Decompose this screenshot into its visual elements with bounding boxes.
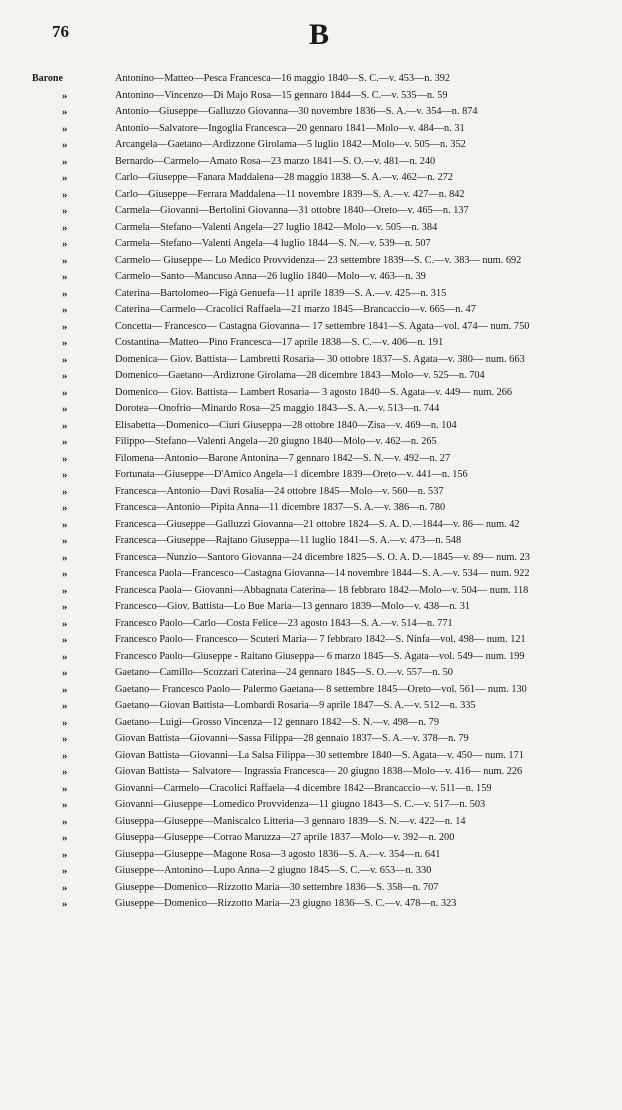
register-entry [0,302,622,319]
register-entry [0,599,622,616]
register-entry [0,484,622,501]
entry-text: Giovan Battista—Giovanni—La Salsa Filippa—30 settembre 1840—S. Agata—v. 450— num. 171 [115,749,524,761]
register-entry [0,649,622,666]
ditto-mark: » [62,551,68,564]
register-entry [0,748,622,765]
ditto-mark: » [62,172,68,184]
entry-text: Antonino—Matteo—Pesca Francesca—16 maggio 1840—S. C.—v. 453—n. 392 [115,73,451,84]
ditto-mark: » [62,485,68,498]
entry-text: Giovanni—Carmelo—Cracolici Raffaela—4 dicembre 1842—Brancaccio—v. 511—n. 159 [115,782,492,794]
entry-text: Francesca—Antonio—Davì Rosalia—24 ottobre 1845—Molo—v. 560—n. 537 [115,485,444,497]
register-entry [0,319,622,336]
entry-text: Francesca Paola—Francesco—Castagna Giovanna—14 novembre 1844—S. A.—v. 534— num. 922 [115,568,530,579]
entry-text: Concetta— Francesco— Castagna Giovanna— 17 settembre 1841—S. Agata—vol. 474— num. 750 [115,320,530,332]
page-number: 76 [52,22,69,41]
entry-text: Francesca—Giuseppe—Galluzzi Giovanna—21 ottobre 1824—S. A. D.—1844—v. 86— num. 42 [115,518,520,530]
ditto-mark: » [62,238,68,250]
register-entry [0,550,622,567]
register-entry [0,517,622,534]
register-entry [0,154,622,171]
entry-text: Caterina—Bartolomeo—Figà Genuefa—11 aprile 1839—S. A.—v. 425—n. 315 [115,287,447,299]
register-entry [0,352,622,369]
entry-text: Giuseppa—Giuseppe—Corrao Maruzza—27 aprile 1837—Molo—v. 392—n. 200 [115,832,455,843]
register-entry [0,764,622,781]
ditto-mark: » [62,188,68,201]
register-entry [0,137,622,154]
ditto-mark: » [62,254,68,267]
ditto-mark: » [62,683,68,696]
entry-text: Carmelo— Giuseppe— Lo Medico Provvidenza— 23 settembre 1839—S. C.—v. 383— num. 692 [115,254,522,266]
register-entry [0,385,622,402]
ditto-mark: » [62,667,68,679]
ditto-mark: » [62,733,68,745]
ditto-mark: » [62,700,68,712]
register-entry [0,781,622,798]
ditto-mark: » [62,601,68,613]
register-entry [0,71,622,88]
ditto-mark: » [62,287,68,300]
entry-text: Francesco Paolo—Carlo—Costa Felice—23 agosto 1843—S. A.—v. 514—n. 771 [115,617,453,629]
ditto-mark: » [62,122,68,135]
ditto-mark: » [62,271,68,283]
ditto-mark: » [62,353,68,366]
entry-text: Francesco—Giov. Battista—Lo Bue Maria—13 gennaro 1839—Molo—v. 438—n. 31 [115,601,470,612]
register-entry [0,253,622,270]
ditto-mark: » [62,832,68,844]
ditto-mark: » [62,304,68,316]
entry-text: Carlo—Giuseppe—Ferrara Maddalena—11 novembre 1839—S. A.—v. 427—n. 842 [115,188,465,200]
ditto-mark: » [62,881,68,894]
register-entry [0,269,622,286]
ditto-mark: » [62,370,68,382]
ditto-mark: » [62,469,68,481]
register-entry [0,335,622,352]
ditto-mark: » [62,419,68,432]
register-entry [0,665,622,682]
register-entry [0,500,622,517]
ditto-mark: » [62,502,68,514]
entry-text: Antonino—Vincenzo—Di Majo Rosa—15 gennaro 1844—S. C.—v. 535—n. 59 [115,89,448,101]
entry-text: Giuseppe—Domenico—Rizzotto Maria—30 settembre 1836—S. 358—n. 707 [115,881,439,893]
register-entry [0,418,622,435]
entry-text: Domenica— Giov. Battista— Lambretti Rosaria— 30 ottobre 1837—S. Agata—v. 380— num. 663 [115,353,525,365]
entry-text: Francesco Paolo—Giuseppe - Raitano Giuseppa— 6 marzo 1845—S. Agata—vol. 549— num. 199 [115,650,525,662]
entry-text: Carmela—Stefano—Valenti Angela—4 luglio 1844—S. N.—v. 539—n. 507 [115,238,431,249]
entry-text: Francesca—Nunzio—Santoro Giovanna—24 dicembre 1825—S. O. A. D.—1845—v. 89— num. 23 [115,551,530,563]
entry-text: Gaetano— Francesco Paolo— Palermo Gaetana— 8 settembre 1845—Oreto—vol. 561— num. 130 [115,683,527,695]
ditto-mark: » [62,634,68,646]
entry-text: Fortunata—Giuseppe—D'Amico Angela—1 dicembre 1839—Oreto—v. 441—n. 156 [115,469,468,480]
ditto-mark: » [62,403,68,415]
register-entry [0,533,622,550]
register-entry [0,847,622,864]
ditto-mark: » [62,518,68,531]
entry-text: Carlo—Giuseppe—Fanara Maddalena—28 maggio 1838—S. A.—v. 462—n. 272 [115,172,453,183]
entry-text: Giovanni—Giuseppe—Lomedico Provvidenza—11 giugno 1843—S. C.—v. 517—n. 503 [115,799,486,810]
register-entry [0,236,622,253]
entry-text: Antonio—Salvatore—Ingoglia Francesca—20 gennaro 1841—Molo—v. 484—n. 31 [115,122,465,134]
register-entry [0,104,622,121]
entry-text: Gaetano—Luigi—Grosso Vincenza—12 gennaro 1842—S. N.—v. 498—n. 79 [115,716,439,728]
register-entry [0,286,622,303]
ditto-mark: » [62,865,68,877]
entry-text: Antonio—Giuseppe—Galluzzo Giovanna—30 novembre 1836—S. A.—v. 354—n. 874 [115,106,478,117]
ditto-mark: » [62,617,68,630]
ditto-mark: » [62,89,68,102]
register-entry [0,401,622,418]
ditto-mark: » [62,716,68,729]
entry-text: Giovan Battista—Giovanni—Sassa Filippa—28 gennaio 1837—S. A.—v. 378—n. 79 [115,733,469,744]
entry-text: Giuseppe—Domenico—Rizzotto Maria—23 giugno 1836—S. C.—v. 478—n. 323 [115,898,457,909]
entry-text: Dorotea—Onofrio—Minardo Rosa—25 maggio 1843—S. A.—v. 513—n. 744 [115,403,440,414]
register-entry [0,632,622,649]
entry-text: Giuseppe—Antonino—Lupo Anna—2 giugno 1845—S. C.—v. 653—n. 330 [115,865,432,876]
entry-text: Domenico— Giov. Battista— Lambert Rosaria— 3 agosto 1840—S. Agata—v. 449— num. 266 [115,386,513,398]
register-entry [0,121,622,138]
register-entry [0,467,622,484]
ditto-mark: » [62,436,68,448]
ditto-mark: » [62,139,68,151]
entry-text: Francesca—Antonio—Pipita Anna—11 dicembre 1837—S. A.—v. 386—n. 780 [115,502,446,513]
entry-text: Arcangela—Gaetano—Ardizzone Girolama—5 luglio 1842—Molo—v. 505—n. 352 [115,139,466,150]
entry-text: Carmelo—Santo—Mancuso Anna—26 luglio 1840—Molo—v. 463—n. 39 [115,271,426,282]
ditto-mark: » [62,452,68,465]
section-letter: B [308,18,329,51]
register-entry [0,170,622,187]
register-entry [0,220,622,237]
register-entry [0,451,622,468]
ditto-mark: » [62,106,68,118]
ditto-mark: » [62,766,68,778]
entry-text: Francesco Paolo— Francesco— Scuteri Maria— 7 febbraro 1842—S. Ninfa—vol. 498— num. 121 [115,634,526,645]
register-entry [0,203,622,220]
entry-text: Bernardo—Carmelo—Amato Rosa—23 marzo 1841—S. O.—v. 481—n. 240 [115,155,436,167]
surname-heading: Barone [32,73,63,84]
entry-text: Carmela—Giovanni—Bertolini Giovanna—31 ottobre 1840—Oreto—v. 465—n. 137 [115,205,469,216]
entry-text: Carmela—Stefano—Valenti Angela—27 luglio 1842—Molo—v. 505—n. 384 [115,221,438,233]
entry-text: Filomena—Antonio—Barone Antonina—7 gennaro 1842—S. N.—v. 492—n. 27 [115,452,451,464]
ditto-mark: » [62,848,68,861]
register-entry [0,88,622,105]
register-entry [0,368,622,385]
entry-list [0,71,622,913]
entry-text: Francesca Paola— Giovanni—Abbagnata Caterina— 18 febbraro 1842—Molo—v. 504— num. 118 [115,584,529,596]
entry-text: Giuseppa—Giuseppe—Maniscalco Litteria—3 gennaro 1839—S. N.—v. 422—n. 14 [115,815,466,827]
ditto-mark: » [62,205,68,217]
ditto-mark: » [62,535,68,547]
entry-text: Francesca—Giuseppe—Rajtano Giuseppa—11 luglio 1841—S. A.—v. 473—n. 548 [115,535,462,546]
entry-text: Costantina—Matteo—Pino Francesca—17 aprile 1838—S. C.—v. 406—n. 191 [115,337,444,348]
register-entry [0,187,622,204]
entry-text: Caterina—Carmelo—Cracolici Raffaela—21 marzo 1845—Brancaccio—v. 665—n. 47 [115,304,476,315]
ditto-mark: » [62,650,68,663]
register-entry [0,715,622,732]
entry-text: Filippo—Stefano—Valenti Angela—20 giugno 1840—Molo—v. 462—n. 265 [115,436,437,447]
ditto-mark: » [62,749,68,762]
ditto-mark: » [62,584,68,597]
register-entry [0,830,622,847]
entry-text: Giuseppa—Giuseppe—Magone Rosa—3 agosto 1836—S. A.—v. 354—n. 641 [115,848,441,860]
register-entry [0,698,622,715]
ditto-mark: » [62,221,68,234]
ditto-mark: » [62,320,68,333]
ditto-mark: » [62,782,68,795]
register-entry [0,682,622,699]
register-entry [0,583,622,600]
register-entry [0,566,622,583]
register-entry [0,814,622,831]
ditto-mark: » [62,568,68,580]
register-entry [0,616,622,633]
ditto-mark: » [62,815,68,828]
ditto-mark: » [62,386,68,399]
register-entry [0,880,622,897]
ditto-mark: » [62,155,68,168]
entry-text: Domenico—Gaetano—Ardizrone Girolama—28 dicembre 1843—Molo—v. 525—n. 704 [115,370,485,381]
register-entry [0,731,622,748]
register-entry [0,863,622,880]
ditto-mark: » [62,337,68,349]
ditto-mark: » [62,898,68,910]
register-entry [0,797,622,814]
register-entry [0,434,622,451]
entry-text: Giovan Battista— Salvatore— Ingrassia Francesca— 20 giugno 1838—Molo—v. 416— num. 226 [115,766,523,777]
ditto-mark: » [62,799,68,811]
entry-text: Gaetano—Giovan Battista—Lombardi Rosaria—9 aprile 1847—S. A.—v. 512—n. 335 [115,700,476,711]
entry-text: Elisabetta—Domenico—Ciuri Giuseppa—28 ottobre 1840—Zisa—v. 469—n. 104 [115,419,457,431]
register-entry [0,896,622,913]
entry-text: Gaetano—Camillo—Scozzari Caterina—24 gennaro 1845—S. O.—v. 557—n. 50 [115,667,453,678]
